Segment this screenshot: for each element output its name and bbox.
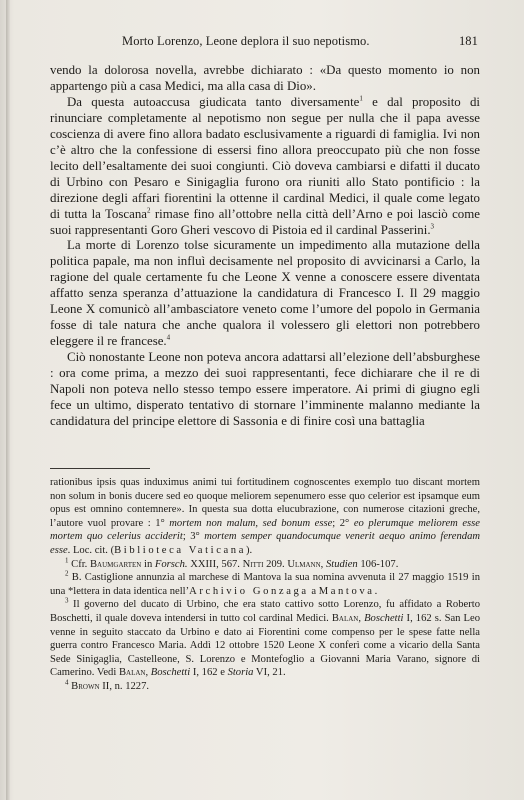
page-gutter bbox=[6, 0, 10, 800]
footnote-2: $^2$ B. Castiglione annunzia al marchese di Mantova la sua nomina avvenuta il 27 maggio 1519 in una *lettera in data identica nell’Archivio Gonzaga a Mantova. bbox=[50, 569, 480, 597]
footnote-ref-1[interactable]: 1 bbox=[359, 94, 363, 103]
main-text bbox=[50, 63, 480, 430]
page-number: 181 bbox=[458, 34, 478, 48]
footnote-3: $^3$ Il governo del ducato di Urbino, che era stato cattivo sotto Lorenzo, fu affidato a Roberto Boschetti, il quale doveva intendersi in tutto col cardinal Medici. Balan, Boschetti I, 162 s. San Leo venne in seguito staccato da Urbino e dato ai Fiorentini come compenso per le spese fatte nella guerra contro Francesco Maria. Addì 12 ottobre 1520 Leone X conferì come a vicario della Santa Sede Sinigaglia, Castelleone, S. Lorenzo e Montefoglio a Giovanni Maria Varano, signore di Camerino. Vedi Balan, Boschetti I, 162 e Storia VI, 21. bbox=[50, 596, 481, 679]
footnote-number: 3 bbox=[65, 596, 69, 605]
footnote-ref-4[interactable]: 4 bbox=[166, 333, 171, 342]
footnote-rule bbox=[50, 468, 150, 469]
footnotes bbox=[50, 476, 480, 694]
footnote-continuation: rationibus ipsis quas induximus animi tui fortitudinem cognoscentes exemplo tuo discant mortem non solum in bonis ducere sed eo quoque meliorem sepenumero esse quo celerior est ipsamque eum opus est omnino contemnere». In questa sua dotta elucubrazione, con numerose citazioni greche, l’autore vuol provare : 1° mortem non malum, sed bonum esse; 2° eo plerumque meliorem esse mortem quo celerius acciderit; 3° mortem semper quandocumque venerit aequo animo ferendam esse. Loc. cit. (Biblioteca Vaticana). bbox=[50, 477, 481, 556]
footnote-1: $^1$ Cfr. Baumgarten in Forsch. XXIII, 567. Nitti 209. Ulmann, Studien 106-107. bbox=[65, 556, 399, 570]
paragraph-4: Ciò nonostante Leone non poteva ancora adattarsi all’elezione dell’absburghese : ora come prima, a mezzo dei suoi rappresentanti, fece dichiarare che il re di Napoli non poteva nello stesso tempo essere imperatore. Ai primi di giugno egli fece un ultimo, disperato tentativo di stornare l’imminente malanno mediante la candidatura del principe elettore di Sassonia e di finire così una battaglia bbox=[50, 350, 480, 428]
paragraph-2: Da questa autoaccusa giudicata tanto diversamente$^1$ e dal proposito di rinunciare completamente al nepotismo non segue per nulla che il papa avesse coscienza di avere fino allora badato esclusivamente a riguardi di famiglia. Ivi non c’è altro che la confessione di essersi fino allora preoccupato più che non fosse lecito dell’esaltamente dei suoi congiunti. Ciò doveva cambiarsi e difatti il ducato di Urbino con Pesaro e Sinigaglia furono ora riuniti allo Stato pontificio : la direzione degli affari fiorentini la ottenne il cardinal Medici, il quale come legato di tutta la Toscana$^2$ rimase fino all’ottobre nella città dell’Arno e poi lasciò come suoi rappresentanti Goro Gheri vescovo di Pistoia ed il cardinal Passerini.$^3$ bbox=[50, 94, 480, 237]
footnote-ref-2[interactable]: 2 bbox=[147, 206, 151, 215]
footnote-ref-3[interactable]: 3 bbox=[430, 222, 435, 231]
footnote-number: 1 bbox=[65, 556, 69, 565]
running-header bbox=[50, 34, 478, 52]
footnote-4: $^4$ Brown II, n. 1227. bbox=[65, 678, 150, 692]
paragraph-1: vendo la dolorosa novella, avrebbe dichiarato : «Da questo momento io non appartengo più a casa Medici, ma alla casa di Dio». bbox=[50, 63, 480, 93]
running-title: Morto Lorenzo, Leone deplora il suo nepotismo. bbox=[122, 34, 370, 48]
footnote-number: 2 bbox=[65, 569, 69, 578]
footnote-number: 4 bbox=[65, 678, 69, 687]
paragraph-3: La morte di Lorenzo tolse sicuramente un impedimento alla mutazione della politica papale, ma non influì decisamente nel proposito di avvicinarsi a Carlo, la ragione del quale certamente fu che Leone X venne a conoscere essere diventata affatto senza speranza d’attuazione la candidatura di Francesco I. Il 29 maggio Leone X comunicò all’ambasciatore veneto come l’umore del popolo in Germania fosse di tale natura che anche qualora il volessero gli elettori non potrebbero eleggere il re francese.$^4$ bbox=[50, 238, 480, 349]
